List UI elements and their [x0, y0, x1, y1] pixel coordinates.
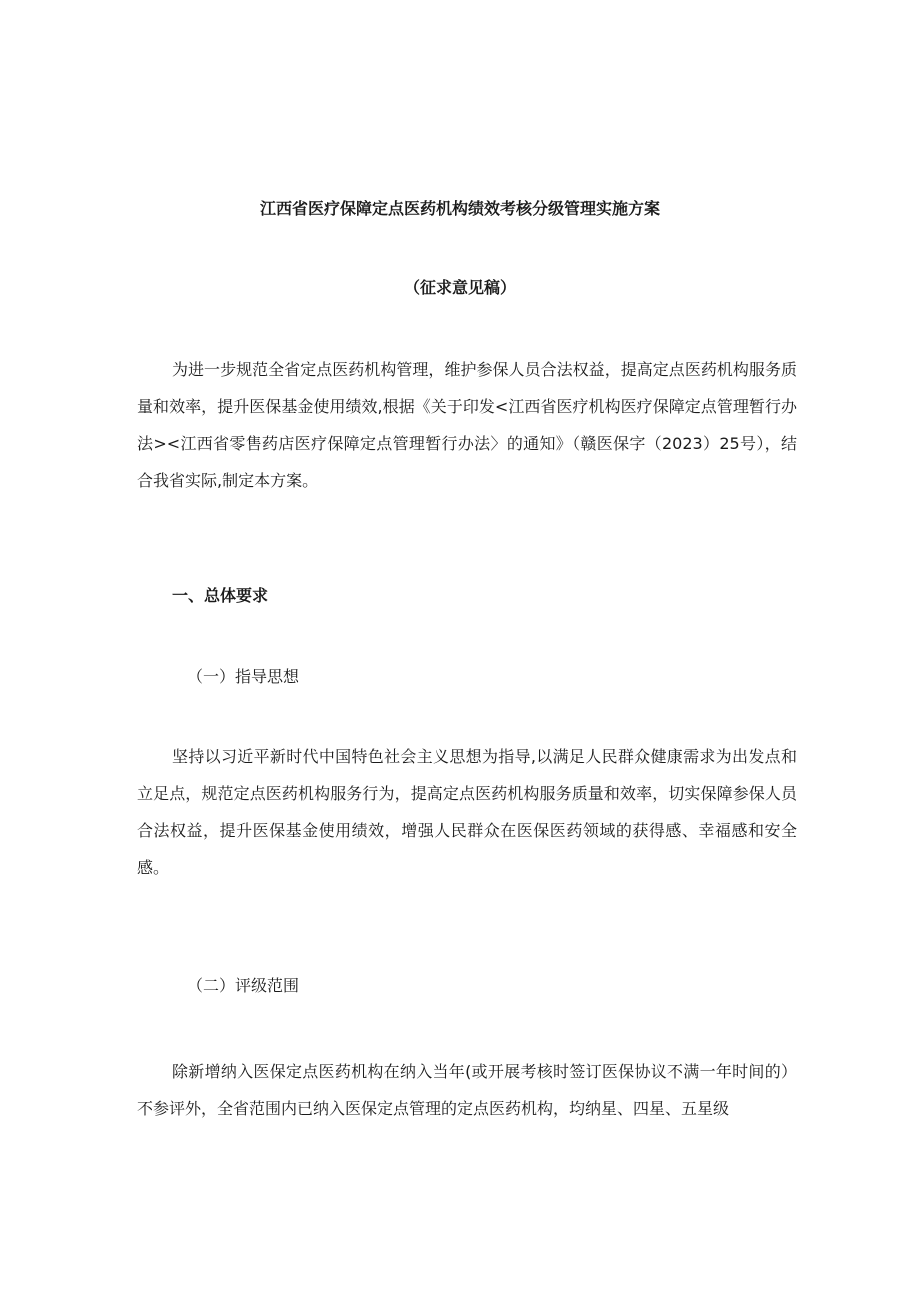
- rating-scope-paragraph: 除新增纳入医保定点医药机构在纳入当年(或开展考核时签订医保协议不满一年时间的）不参评外，全省范围内已纳入医保定点管理的定点医药机构，均纳星、四星、五星级: [137, 1062, 797, 1118]
- document-title: 江西省医疗保障定点医药机构绩效考核分级管理实施方案: [259, 199, 660, 218]
- guiding-ideology-paragraph: 坚持以习近平新时代中国特色社会主义思想为指导,以满足人民群众健康需求为出发点和立足点，规范定点医药机构服务行为，提高定点医药机构服务质量和效率，切实保障参保人员合法权益，提升医保基金使用绩效，增强人民群众在医保医药领域的获得感、幸福感和安全感。: [137, 747, 797, 877]
- intro-paragraph: 为进一步规范全省定点医药机构管理，维护参保人员合法权益，提高定点医药机构服务质量和效率，提升医保基金使用绩效,根据《关于印发<江西省医疗机构医疗保障定点管理暂行办法><江西省零售药店医疗保障定点管理暂行办法〉的通知》（赣医保字（2023）25号），结合我省实际,制定本方案。: [137, 360, 797, 490]
- section-heading-overall-requirements: 一、总体要求: [172, 586, 269, 605]
- subsection-heading-guiding-ideology: （一）指导思想: [187, 667, 300, 686]
- subsection-heading-rating-scope: （二）评级范围: [187, 976, 300, 995]
- document-subtitle: （征求意见稿）: [403, 278, 516, 297]
